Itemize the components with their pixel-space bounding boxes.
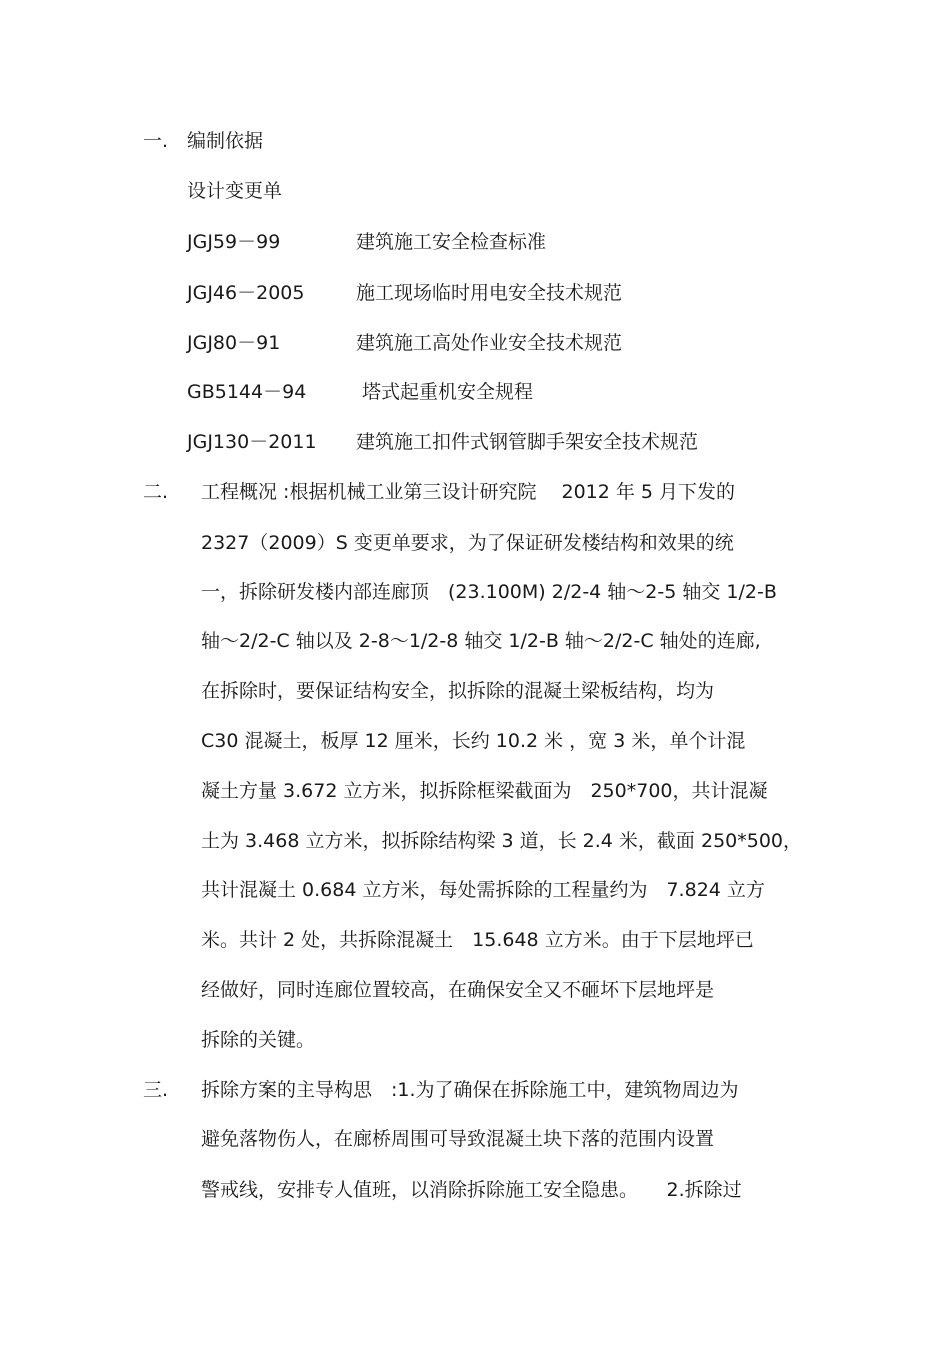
section2-line: 2327（2009）S 变更单要求，为了保证研发楼结构和效果的统 xyxy=(201,532,734,554)
reference-item-title: 建筑施工扣件式钢管脚手架安全技术规范 xyxy=(356,431,699,453)
section2-line: 共计混凝土 0.684 立方米，每处需拆除的工程量约为 7.824 立方 xyxy=(201,879,765,901)
reference-item-code: JGJ130－2011 xyxy=(187,431,317,453)
section1-number: 一. xyxy=(143,130,169,152)
section2-line: 经做好，同时连廊位置较高，在确保安全又不砸坏下层地坪是 xyxy=(201,979,715,1001)
section2-line: 凝土方量 3.672 立方米，拟拆除框梁截面为 250*700，共计混凝 xyxy=(201,780,768,802)
section2-line: 拆除的关键。 xyxy=(201,1029,316,1051)
section2-line: C30 混凝土，板厚 12 厘米，长约 10.2 米 ，宽 3 米，单个计混 xyxy=(201,730,746,752)
reference-item-title: 建筑施工安全检查标准 xyxy=(356,231,547,253)
section2-line: 在拆除时，要保证结构安全，拟拆除的混凝土梁板结构，均为 xyxy=(201,680,715,702)
reference-item-code: JGJ46－2005 xyxy=(187,282,305,304)
section2-line: 米。共计 2 处，共拆除混凝土 15.648 立方米。由于下层地坪已 xyxy=(201,929,754,951)
reference-item-code: JGJ80－91 xyxy=(187,332,281,354)
section2-line: 土为 3.468 立方米，拟拆除结构梁 3 道，长 2.4 米，截面 250*500， xyxy=(201,830,803,852)
section2-number: 二. xyxy=(143,481,169,503)
section3-number: 三. xyxy=(143,1079,169,1101)
reference-item-title: 建筑施工高处作业安全技术规范 xyxy=(356,332,623,354)
section1-title: 编制依据 xyxy=(187,130,264,152)
reference-item-code: 设计变更单 xyxy=(187,180,283,202)
reference-item-code: JGJ59－99 xyxy=(187,231,281,253)
section2-line: 轴～2/2-C 轴以及 2-8～1/2-8 轴交 1/2-B 轴～2/2-C 轴处的连廊, xyxy=(201,630,761,652)
reference-item-code: GB5144－94 xyxy=(187,381,307,403)
section3-line: 避免落物伤人，在廊桥周围可导致混凝土块下落的范围内设置 xyxy=(201,1128,715,1150)
section3-line: 警戒线，安排专人值班，以消除拆除施工安全隐患。 2.拆除过 xyxy=(201,1179,742,1201)
reference-item-title: 施工现场临时用电安全技术规范 xyxy=(356,282,623,304)
section3-line: 拆除方案的主导构思 :1.为了确保在拆除施工中，建筑物周边为 xyxy=(201,1079,739,1101)
section2-line: 一，拆除研发楼内部连廊顶 (23.100M) 2/2-4 轴～2-5 轴交 1/2-B xyxy=(201,581,777,603)
reference-item-title: 塔式起重机安全规程 xyxy=(362,381,534,403)
section2-line: 工程概况 :根据机械工业第三设计研究院 2012 年 5 月下发的 xyxy=(201,481,736,503)
